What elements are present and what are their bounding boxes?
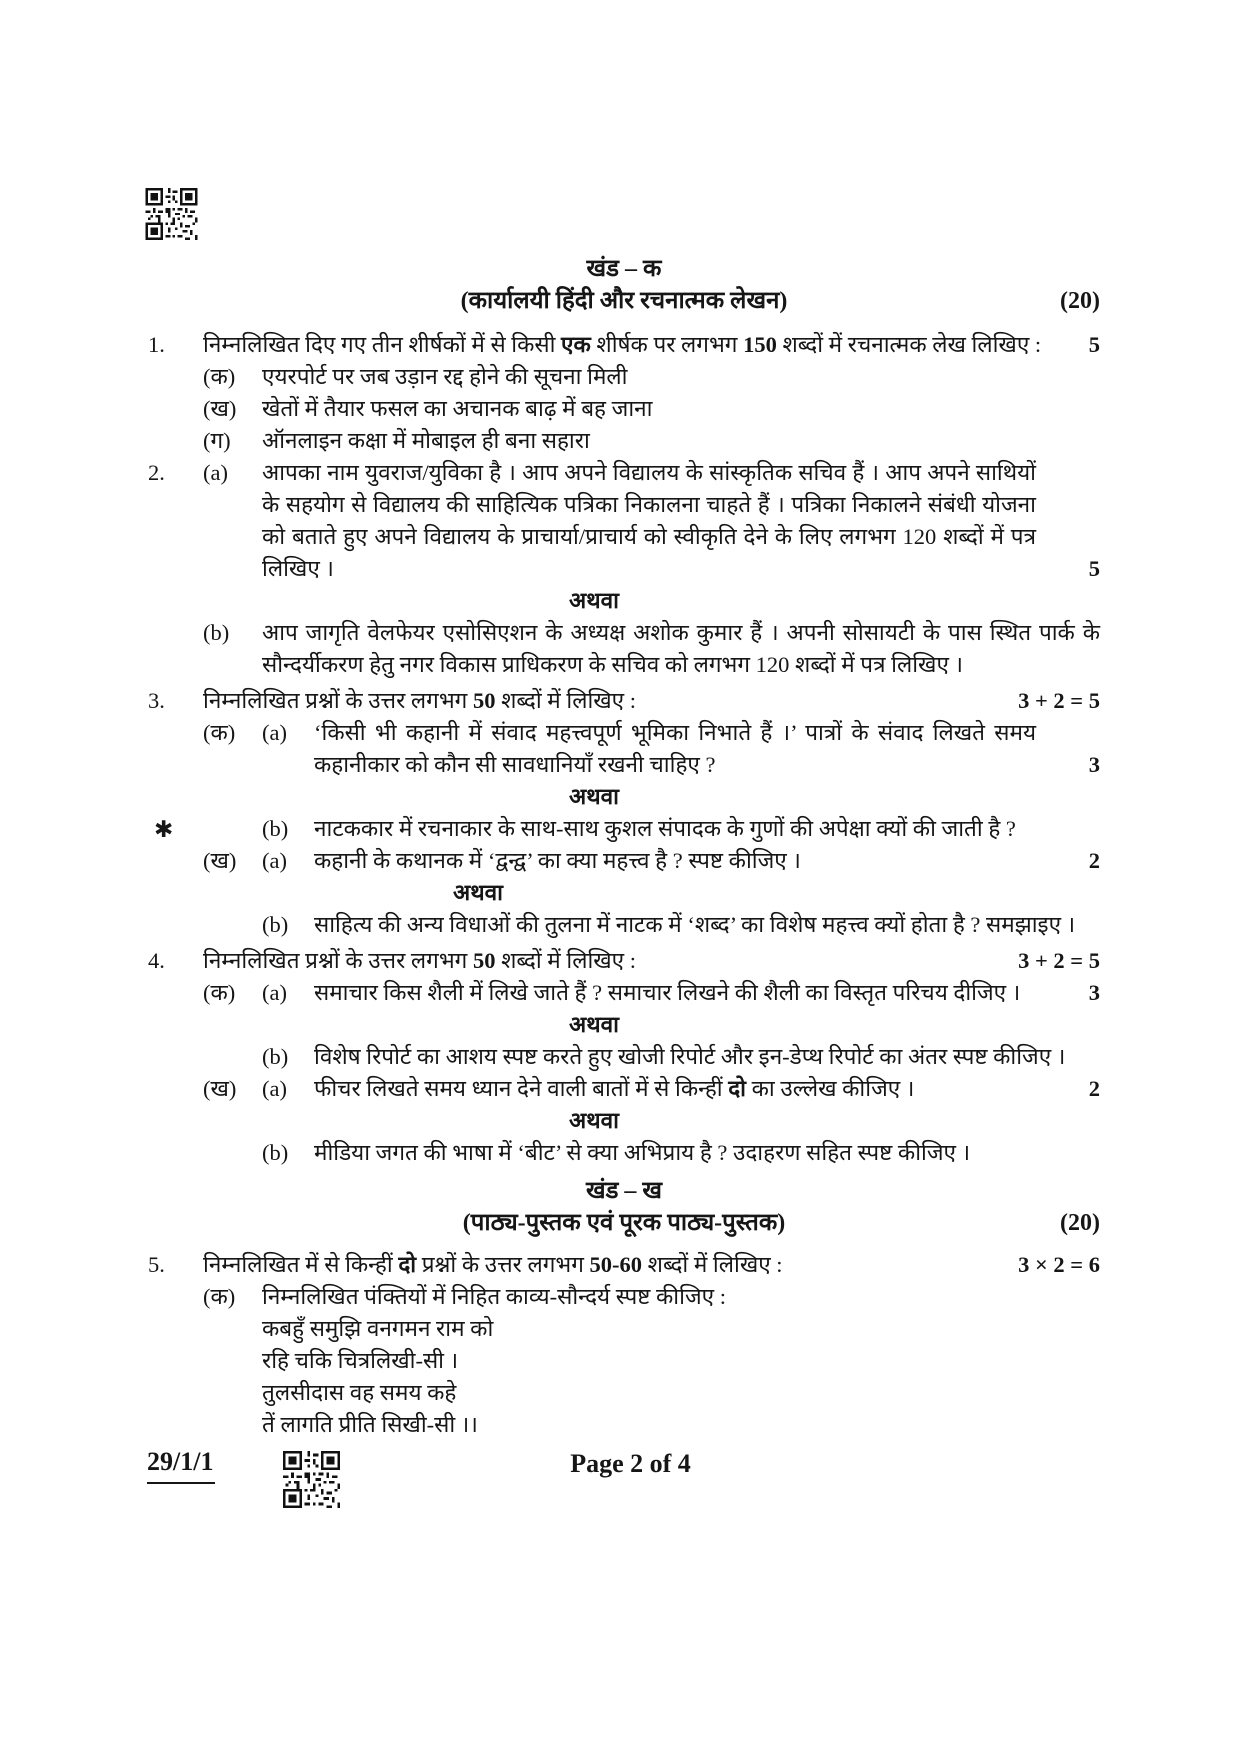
- text-part: निम्नलिखित दिए गए तीन शीर्षकों में से किसी: [203, 332, 562, 357]
- poem-text: तें लागति प्रीति सिखी-सी ।।: [262, 1412, 478, 1437]
- option-text: मीडिया जगत की भाषा में ‘बीट’ से क्या अभिप्राय है ? उदाहरण सहित स्पष्ट कीजिए ।: [314, 1140, 971, 1165]
- text-part-bold: एक: [561, 332, 591, 357]
- option-label: (क): [203, 720, 236, 745]
- section-b-subtitle: (पाठ्य-पुस्तक एवं पूरक पाठ्य-पुस्तक): [462, 1210, 786, 1236]
- text-part-bold: दो: [728, 1076, 747, 1101]
- text-part: शीर्षक पर लगभग: [590, 332, 744, 357]
- star-marker: ✱: [154, 817, 174, 843]
- question-3-ka-b: [148, 813, 1100, 845]
- question-text: [203, 1249, 1100, 1281]
- option-text: समाचार किस शैली में लिखे जाते हैं ? समाचार लिखने की शैली का विस्तृत परिचय दीजिए ।: [314, 980, 1021, 1005]
- text-part: निम्नलिखित प्रश्नों के उत्तर लगभग: [203, 688, 473, 713]
- marks-value: 3 + 2 = 5: [1018, 948, 1100, 973]
- option-text: विशेष रिपोर्ट का आशय स्पष्ट करते हुए खोजी रिपोर्ट और इन-डेप्थ रिपोर्ट का अंतर स्पष्ट कीजिए ।: [314, 1044, 1066, 1069]
- qr-code-top: [143, 188, 200, 240]
- text-part: प्रश्नों के उत्तर लगभग: [416, 1252, 590, 1277]
- text-part: शब्दों में लिखिए :: [642, 1252, 783, 1277]
- option-label: (a): [203, 460, 228, 485]
- question-1-option-row: [148, 361, 1100, 393]
- question-5-header: [148, 1249, 1100, 1281]
- poem-text: तुलसीदास वह समय कहे: [262, 1380, 457, 1405]
- marks-value: 2: [1088, 1076, 1100, 1101]
- or-separator: अथवा: [569, 1108, 619, 1133]
- section-a-title: खंड – क: [586, 256, 662, 282]
- question-text: [203, 329, 1100, 361]
- option-label: (a): [262, 720, 287, 745]
- question-1-option-row: [148, 425, 1100, 457]
- question-number: 3.: [148, 688, 165, 713]
- option-label: (b): [262, 1044, 289, 1069]
- text-part: निम्नलिखित प्रश्नों के उत्तर लगभग: [203, 948, 473, 973]
- marks-value: 3 + 2 = 5: [1018, 688, 1100, 713]
- option-text: नाटककार में रचनाकार के साथ-साथ कुशल संपादक के गुणों की अपेक्षा क्यों की जाती है ?: [314, 816, 1016, 841]
- option-text: आप जागृति वेलफेयर एसोसिएशन के अध्यक्ष अशोक कुमार हैं । अपनी सोसायटी के पास स्थित पार्क के सौन्दर्यीकरण हेतु नगर विकास प्राधिकरण के सचिव को लगभग 120 शब्दों में पत्र लिखिए ।: [262, 620, 1100, 677]
- option-text: आपका नाम युवराज/युविका है । आप अपने विद्यालय के सांस्कृतिक सचिव हैं । आप अपने साथियों के सहयोग से विद्यालय की साहित्यिक पत्रिका निकालना चाहते हैं । पत्रिका निकालने संबंधी योजना को बताते हुए अपने विद्यालय के प्राचार्या/प्राचार्य को स्वीकृति देने के लिए लगभग 120 शब्दों में पत्र लिखिए ।: [262, 460, 1036, 581]
- question-paper-body: [148, 253, 1100, 1441]
- question-number: 1.: [148, 332, 165, 357]
- question-number: 2.: [148, 460, 165, 485]
- question-2-part-a: [148, 457, 1100, 585]
- marks-value: 5: [1088, 332, 1100, 357]
- section-b-subtitle-row: [148, 1207, 1100, 1239]
- section-b-title: खंड – ख: [585, 1178, 663, 1204]
- question-4-ka-b: [148, 1041, 1100, 1073]
- question-number: 4.: [148, 948, 165, 973]
- text-part-bold: 50: [472, 948, 496, 973]
- question-4-ka-a: [148, 977, 1100, 1009]
- section-a-subtitle: (कार्यालयी हिंदी और रचनात्मक लेखन): [460, 288, 788, 314]
- question-3-header: [148, 685, 1100, 717]
- question-4-header: [148, 945, 1100, 977]
- marks-value: 2: [1088, 848, 1100, 873]
- option-label: (क): [203, 980, 236, 1005]
- question-1-option-row: [148, 393, 1100, 425]
- option-label: (b): [262, 912, 289, 937]
- option-text: निम्नलिखित पंक्तियों में निहित काव्य-सौन्दर्य स्पष्ट कीजिए :: [262, 1284, 726, 1309]
- option-label: (क): [203, 1284, 236, 1309]
- or-separator: अथवा: [569, 1012, 619, 1037]
- option-label: (ख): [203, 396, 237, 421]
- poem-text: कबहुँ समुझि वनगमन राम को: [262, 1316, 494, 1341]
- option-text: ऑनलाइन कक्षा में मोबाइल ही बना सहारा: [262, 428, 590, 453]
- option-text: ‘किसी भी कहानी में संवाद महत्त्वपूर्ण भूमिका निभाते हैं ।’ पात्रों के संवाद लिखते समय कहानीकार को कौन सी सावधानियाँ रखनी चाहिए ?: [314, 720, 1036, 777]
- question-3-kha-b: [148, 909, 1100, 941]
- question-4-kha-a: [148, 1073, 1100, 1105]
- text-part: शब्दों में रचनात्मक लेख लिखिए :: [776, 332, 1042, 357]
- question-5-ka: [148, 1281, 1100, 1313]
- option-label: (b): [262, 1140, 289, 1165]
- option-label: (a): [262, 848, 287, 873]
- or-separator: अथवा: [569, 588, 619, 613]
- text-part-bold: 50-60: [589, 1252, 643, 1277]
- text-part-bold: 50: [472, 688, 496, 713]
- question-number: 5.: [148, 1252, 165, 1277]
- section-a-subtitle-row: [148, 285, 1100, 317]
- question-4-kha-b: [148, 1137, 1100, 1169]
- page-number: Page 2 of 4: [570, 1449, 691, 1478]
- text-part-bold: 150: [743, 332, 777, 357]
- question-1-header: [148, 329, 1100, 361]
- option-label: (a): [262, 980, 287, 1005]
- option-text: कहानी के कथानक में ‘द्वन्द्व’ का क्या महत्त्व है ? स्पष्ट कीजिए ।: [314, 848, 801, 873]
- marks-value: 5: [1088, 556, 1100, 581]
- option-label: (ग): [203, 428, 231, 453]
- section-b-marks: (20): [1060, 1210, 1100, 1236]
- option-text: साहित्य की अन्य विधाओं की तुलना में नाटक में ‘शब्द’ का विशेष महत्त्व क्यों होता है ? समझाइए ।: [314, 912, 1076, 937]
- poem-line: [148, 1345, 1100, 1377]
- question-2-part-b: [148, 617, 1100, 681]
- paper-code: 29/1/1: [147, 1448, 215, 1484]
- text-part: शब्दों में लिखिए :: [495, 948, 637, 973]
- poem-line: [148, 1409, 1100, 1441]
- question-text: [203, 685, 1100, 717]
- option-text: [314, 1073, 1100, 1105]
- text-part: शब्दों में लिखिए :: [495, 688, 637, 713]
- option-label: (ख): [203, 1076, 237, 1101]
- option-label: (b): [203, 620, 230, 645]
- section-a-marks: (20): [1060, 288, 1100, 314]
- option-label: (b): [262, 816, 289, 841]
- option-text: एयरपोर्ट पर जब उड़ान रद्द होने की सूचना मिली: [262, 364, 628, 389]
- poem-text: रहि चकि चित्रलिखी-सी ।: [262, 1348, 459, 1373]
- option-label: (ख): [203, 848, 237, 873]
- question-3-ka-a: [148, 717, 1100, 781]
- or-separator: अथवा: [453, 880, 503, 905]
- option-label: (क): [203, 364, 236, 389]
- poem-line: [148, 1377, 1100, 1409]
- text-part-bold: दो: [398, 1252, 417, 1277]
- option-text: खेतों में तैयार फसल का अचानक बाढ़ में बह जाना: [262, 396, 653, 421]
- text-part: का उल्लेख कीजिए ।: [746, 1076, 915, 1101]
- marks-value: 3: [1088, 752, 1100, 777]
- marks-value: 3 × 2 = 6: [1018, 1252, 1100, 1277]
- question-3-kha-a: [148, 845, 1100, 877]
- question-text: [203, 945, 1100, 977]
- or-separator: अथवा: [569, 784, 619, 809]
- poem-line: [148, 1313, 1100, 1345]
- option-label: (a): [262, 1076, 287, 1101]
- text-part: निम्नलिखित में से किन्हीं: [203, 1252, 399, 1277]
- text-part: फीचर लिखते समय ध्यान देने वाली बातों में से किन्हीं: [314, 1076, 729, 1101]
- marks-value: 3: [1088, 980, 1100, 1005]
